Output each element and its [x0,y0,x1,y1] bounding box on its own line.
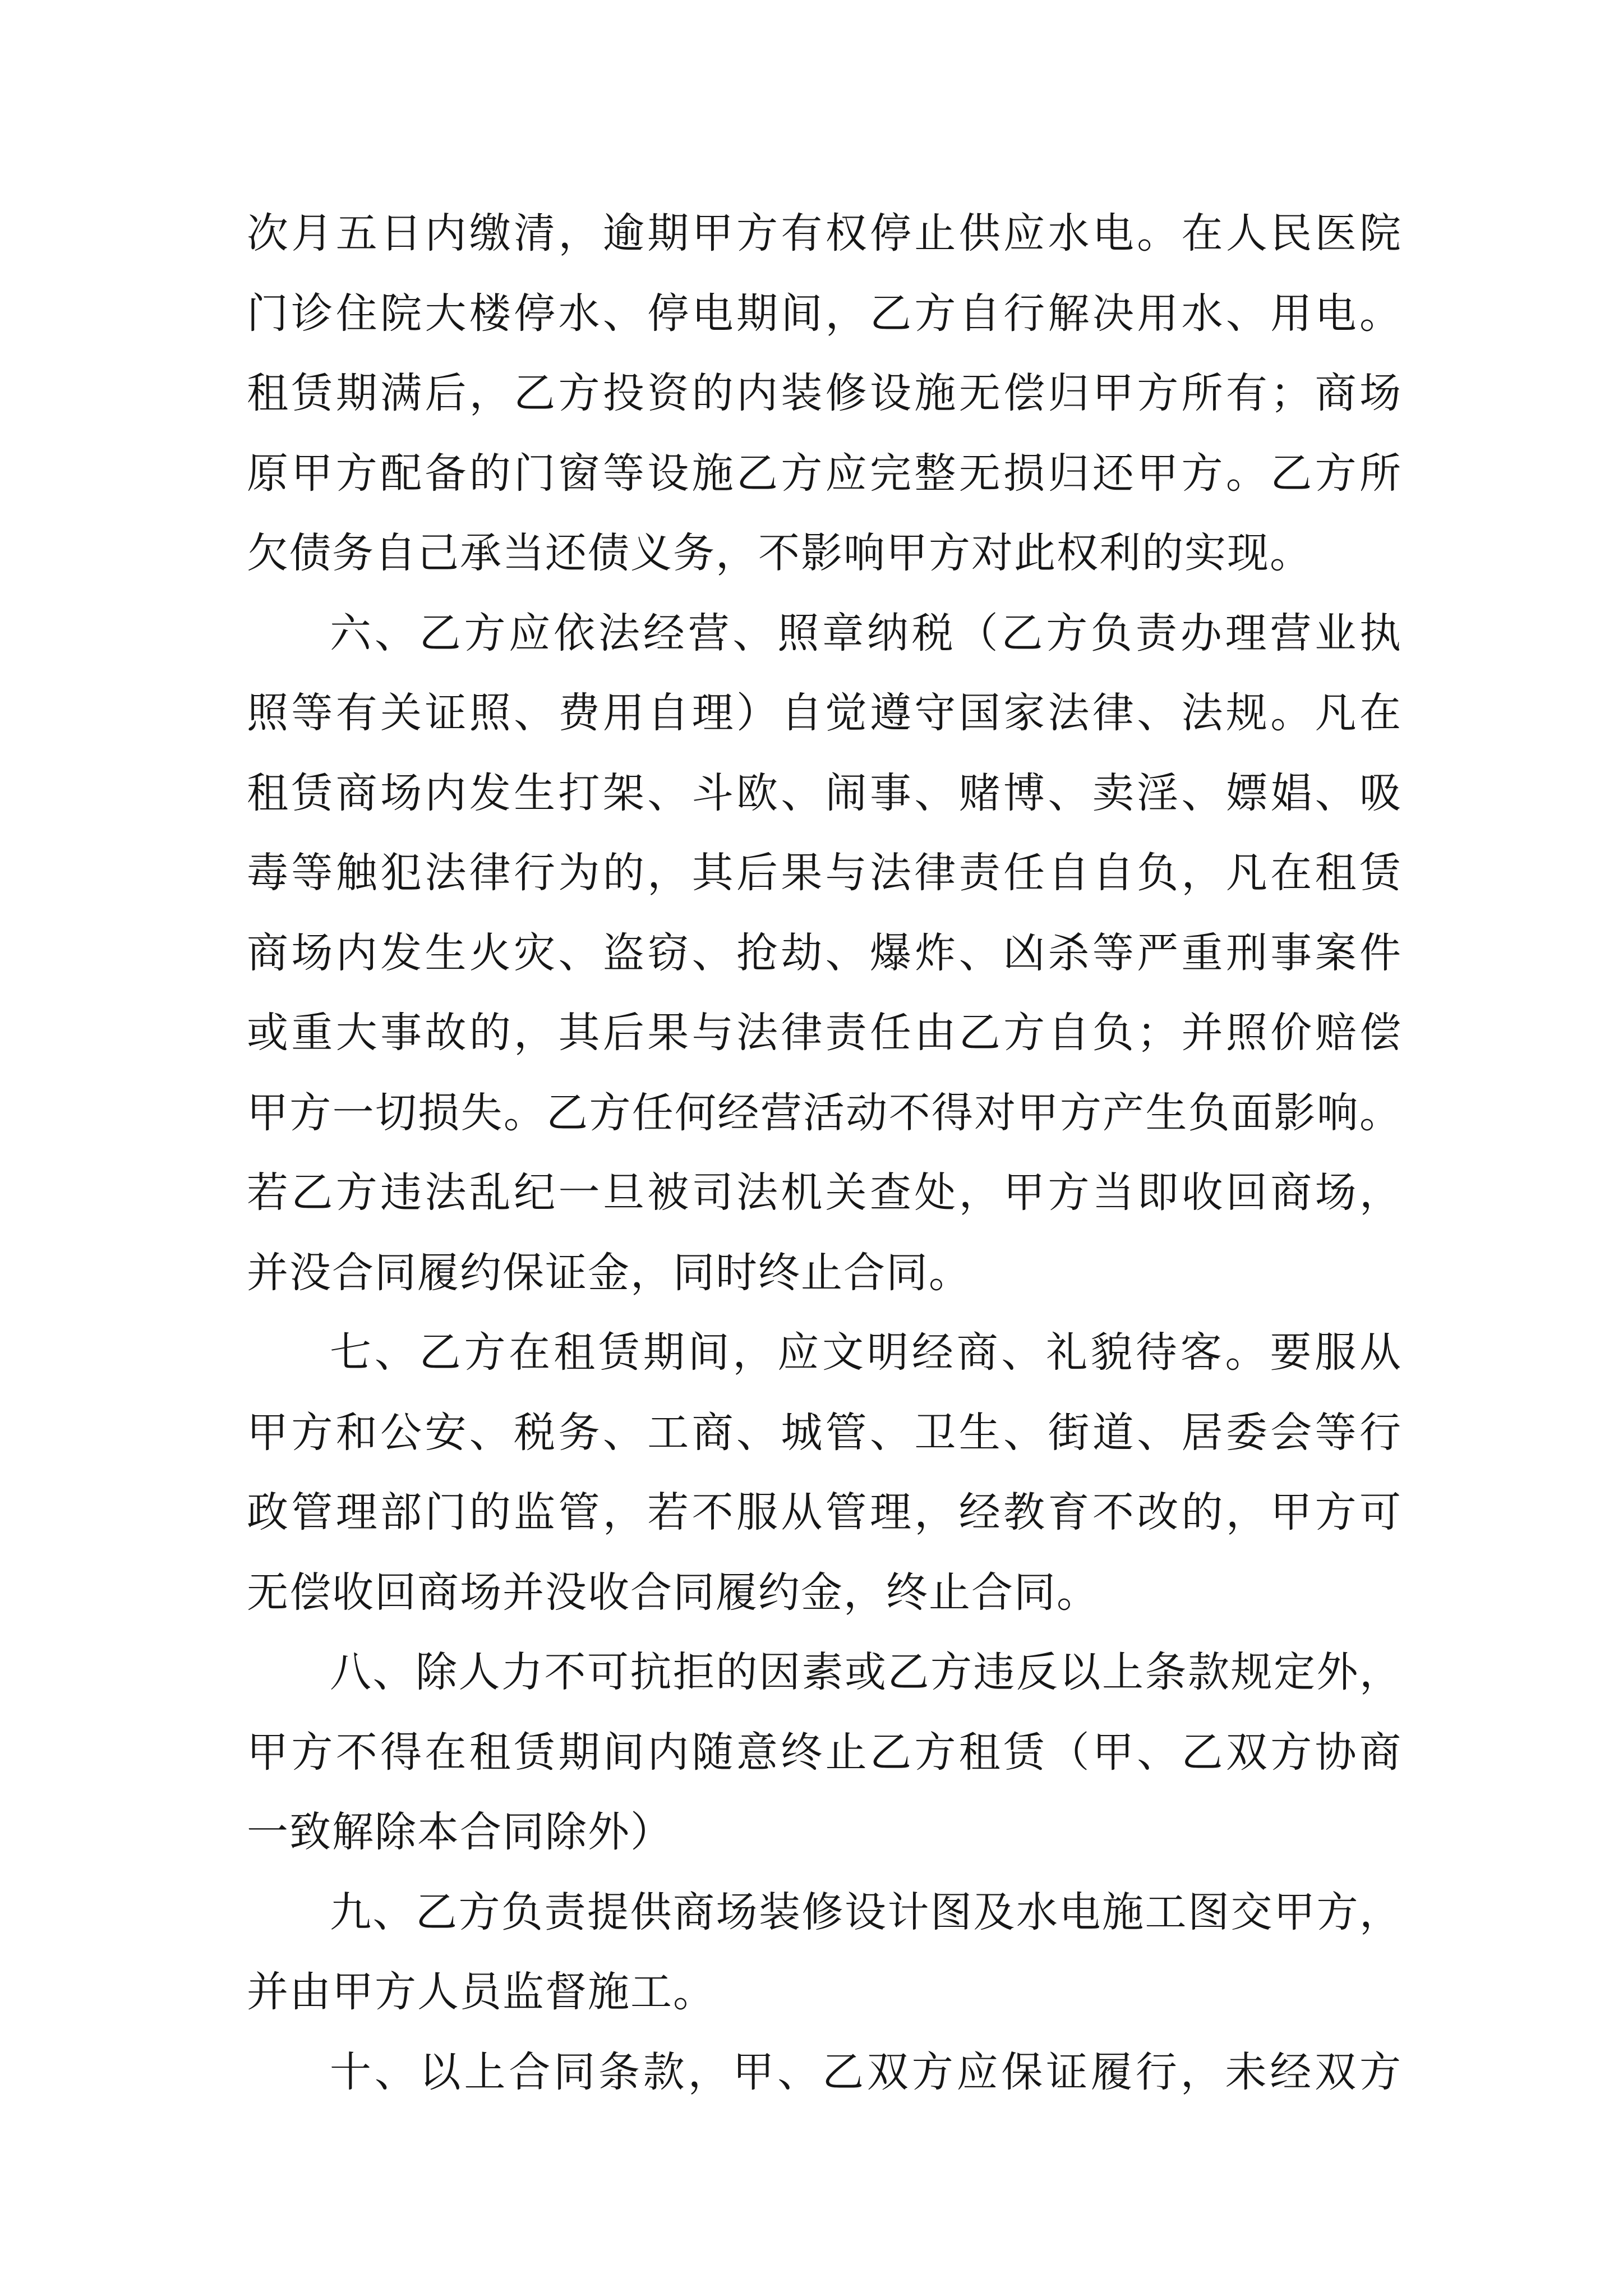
text-line: 若乙方违法乱纪一旦被司法机关查处，甲方当即收回商场， [247,1168,1402,1217]
text-line: 八、除人力不可抗拒的因素或乙方违反以上条款规定外， [330,1648,1402,1696]
text-line: 商场内发生火灾、盗窃、抢劫、爆炸、凶杀等严重刑事案件 [247,928,1402,977]
text-line: 并没合同履约保证金，同时终止合同。 [247,1248,971,1297]
text-line: 一致解除本合同除外） [247,1808,673,1856]
text-line: 门诊住院大楼停水、停电期间，乙方自行解决用水、用电。 [247,289,1402,338]
text-line: 无偿收回商场并没收合同履约金，终止合同。 [247,1568,1099,1617]
contract-body-text [247,194,1402,2112]
text-line: 政管理部门的监管，若不服从管理，经教育不改的，甲方可 [247,1488,1402,1536]
text-line: 原甲方配备的门窗等设施乙方应完整无损归还甲方。乙方所 [247,449,1402,498]
text-line: 租赁商场内发生打架、斗欧、闹事、赌博、卖淫、嫖娼、吸 [247,769,1402,817]
text-line: 甲方和公安、税务、工商、城管、卫生、街道、居委会等行 [247,1408,1402,1457]
text-line: 九、乙方负责提供商场装修设计图及水电施工图交甲方， [330,1888,1402,1936]
text-line: 次月五日内缴清，逾期甲方有权停止供应水电。在人民医院 [247,209,1402,257]
text-line: 六、乙方应依法经营、照章纳税（乙方负责办理营业执 [330,609,1402,657]
text-line: 甲方不得在租赁期间内随意终止乙方租赁（甲、乙双方协商 [247,1728,1402,1777]
text-line: 十、以上合同条款，甲、乙双方应保证履行，未经双方 [330,2047,1402,2096]
text-line: 欠债务自己承当还债义务，不影响甲方对此权利的实现。 [247,529,1312,577]
text-line: 七、乙方在租赁期间，应文明经商、礼貌待客。要服从 [330,1328,1402,1377]
text-line: 租赁期满后，乙方投资的内装修设施无偿归甲方所有；商场 [247,369,1402,417]
text-line: 甲方一切损失。乙方任何经营活动不得对甲方产生负面影响。 [247,1088,1402,1137]
text-line: 毒等触犯法律行为的，其后果与法律责任自自负，凡在租赁 [247,849,1402,897]
text-line: 照等有关证照、费用自理）自觉遵守国家法律、法规。凡在 [247,689,1402,737]
text-line: 并由甲方人员监督施工。 [247,1968,716,2016]
text-line: 或重大事故的，其后果与法律责任由乙方自负；并照价赔偿 [247,1009,1402,1057]
